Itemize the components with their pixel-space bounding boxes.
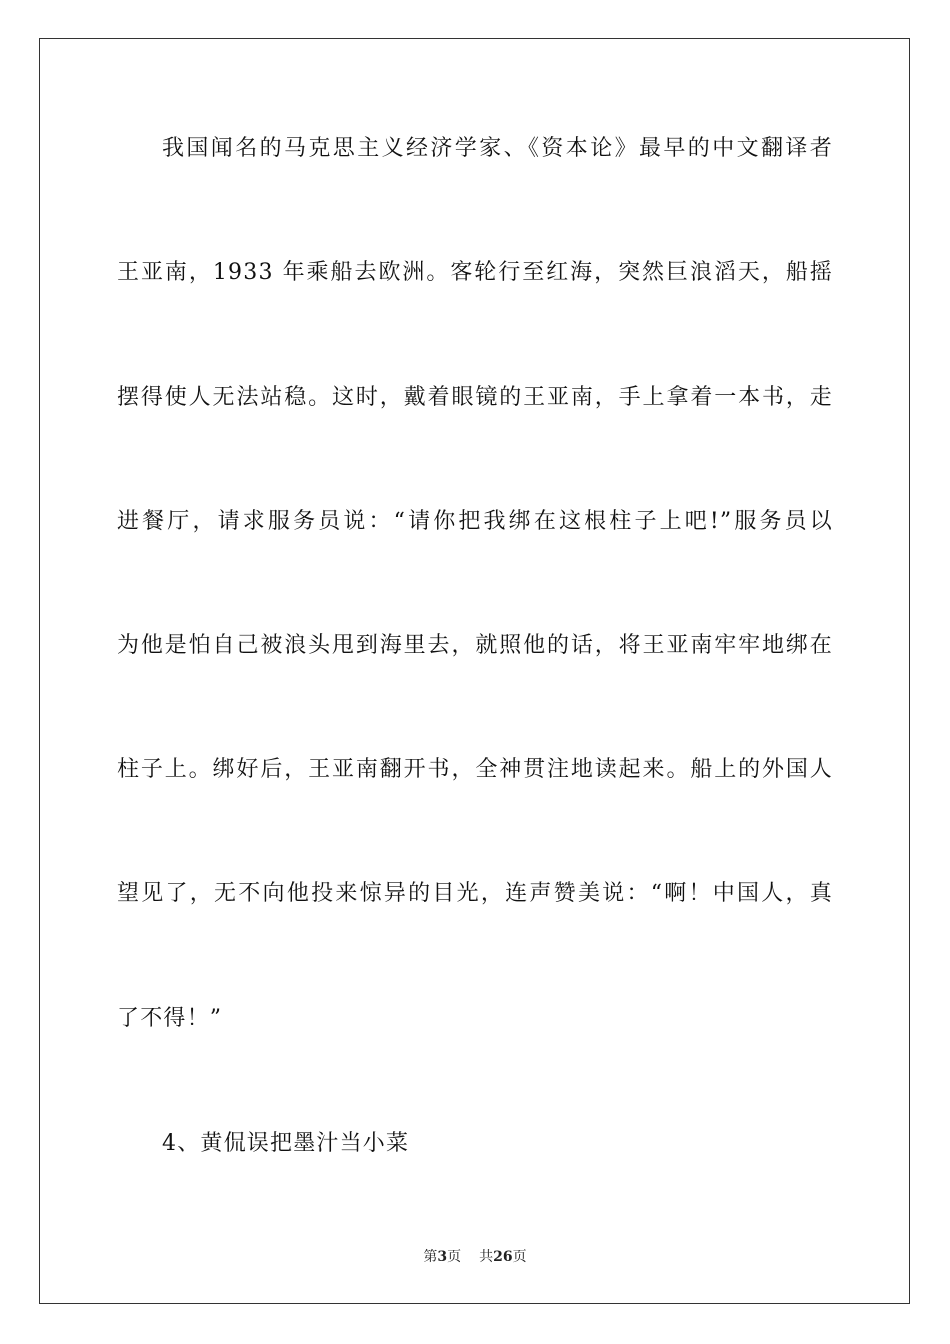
paragraph-line: 王亚南，1933 年乘船去欧洲。客轮行至红海，突然巨浪滔天，船摇	[117, 260, 833, 285]
paragraph-line: 为他是怕自己被浪头甩到海里去，就照他的话，将王亚南牢牢地绑在	[117, 633, 833, 658]
paragraph-line: 了不得！”	[117, 1006, 223, 1031]
page-frame	[39, 38, 910, 1304]
section-heading: 4、黄侃误把墨汁当小菜	[162, 1131, 410, 1156]
total-suffix: 页	[512, 1249, 527, 1265]
page-current: 3	[437, 1249, 448, 1265]
paragraph-line: 我国闻名的马克思主义经济学家、《资本论》最早的中文翻译者	[162, 136, 833, 161]
paragraph-line: 望见了，无不向他投来惊异的目光，连声赞美说：“啊！中国人，真	[117, 881, 833, 906]
page-total: 26	[493, 1249, 513, 1265]
page-prefix: 第	[423, 1249, 438, 1265]
total-prefix: 共	[479, 1249, 494, 1265]
paragraph-line: 摆得使人无法站稳。这时，戴着眼镜的王亚南，手上拿着一本书，走	[117, 385, 833, 410]
paragraph-line: 进餐厅，请求服务员说：“请你把我绑在这根柱子上吧!”服务员以	[117, 509, 833, 534]
page-suffix: 页	[447, 1249, 462, 1265]
paragraph-line: 柱子上。绑好后，王亚南翻开书，全神贯注地读起来。船上的外国人	[117, 757, 833, 782]
page-footer	[0, 1248, 950, 1266]
